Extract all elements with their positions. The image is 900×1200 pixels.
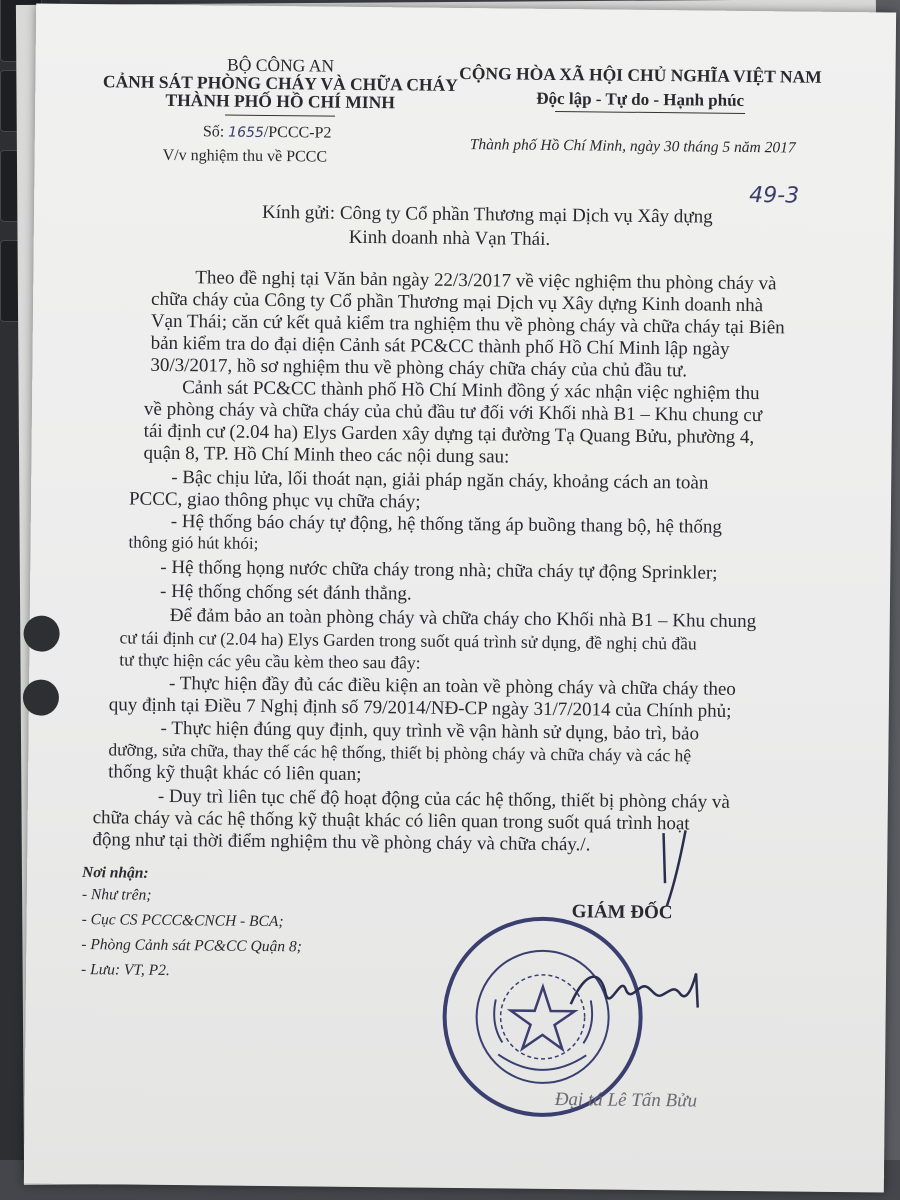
body-line: - Hệ thống chống sét đánh thẳng. [159, 580, 412, 605]
body-line: chữa cháy của Công ty Cổ phần Thương mại Dịch vụ Xây dựng Kinh doanh nhà [151, 288, 764, 317]
body-line: - Hệ thống báo cháy tự động, hệ thống tăng áp buồng thang bộ, hệ thống [170, 510, 723, 538]
punch-hole [23, 615, 59, 651]
signatory-name: Đại tá Lê Tấn Bửu [554, 1089, 698, 1112]
body-line: thông gió hút khói; [128, 532, 259, 553]
body-line: - Hệ thống họng nước chữa cháy trong nhà; chữa cháy tự động Sprinkler; [160, 556, 718, 584]
handwritten-signature [566, 964, 737, 1016]
handwritten-number: 1655 [228, 124, 264, 141]
document-number [203, 123, 332, 142]
body-line: 30/3/2017, hồ sơ nghiệm thu về phòng cháy chữa cháy của chủ đầu tư. [150, 354, 688, 382]
recipients-title: Nơi nhận: [82, 864, 149, 882]
recipient-item: - Phòng Cảnh sát PC&CC Quận 8; [81, 936, 302, 956]
subject-line: V/v nghiệm thu về PCCC [162, 146, 328, 166]
recipients-block [81, 862, 303, 983]
body-line: quận 8, TP. Hồ Chí Minh theo các nội dung sau: [143, 442, 510, 468]
body-line: động như tại thời điểm nghiệm thu về phòng cháy và chữa cháy./. [92, 829, 591, 856]
recipient-line1: Kính gửi: Công ty Cổ phần Thương mại Dịch vụ Xây dựng [261, 201, 713, 228]
handwritten-note: 49-3 [749, 183, 800, 209]
body-line: Cảnh sát PC&CC thành phố Hồ Chí Minh đồng ý xác nhận việc nghiệm thu [182, 377, 760, 405]
body-line: Theo đề nghị tại Văn bản ngày 22/3/2017 về việc nghiệm thu phòng cháy và [195, 267, 777, 295]
agency-name-line2: THÀNH PHỐ HỒ CHÍ MINH [165, 89, 396, 113]
body-line: về phòng cháy và chữa cháy của chủ đầu tư đối với Khối nhà B1 – Khu chung cư [143, 398, 763, 427]
punch-hole [23, 679, 59, 715]
ministry-name: BỘ CÔNG AN [226, 54, 335, 76]
body-line: chữa cháy và các hệ thống kỹ thuật khác có liên quan trong suốt quá trình hoạt [92, 807, 690, 835]
number-suffix: /PCCC-P2 [263, 123, 332, 142]
date-line: Thành phố Hồ Chí Minh, ngày 30 tháng 5 năm 2017 [469, 136, 796, 157]
body-line: tư thực hiện các yêu cầu kèm theo sau đây: [119, 649, 421, 673]
recipient-item: - Cục CS PCCC&CNCH - BCA; [81, 911, 284, 931]
header-underline-right [555, 111, 745, 114]
body-line: quy định tại Điều 7 Nghị định số 79/2014/NĐ-CP ngày 31/7/2014 của Chính phủ; [108, 694, 732, 722]
body-line: cư tái định cư (2.04 ha) Elys Garden trong suốt quá trình sử dụng, đề nghị chủ đầu [119, 627, 697, 654]
body-line: Vạn Thái; căn cứ kết quả kiểm tra nghiệm thu về phòng cháy và chữa cháy tại Biên [150, 310, 785, 339]
recipient-line2: Kinh doanh nhà Vạn Thái. [348, 226, 551, 250]
country-name: CỘNG HÒA XÃ HỘI CHỦ NGHĨA VIỆT NAM [459, 62, 822, 87]
handwritten-initial-mark [655, 828, 696, 908]
signature-title: GIÁM ĐỐC [571, 901, 673, 924]
body-line: - Duy trì liên tục chế độ hoạt động của các hệ thống, thiết bị phòng cháy và [157, 785, 730, 813]
body-line: bản kiểm tra do đại diện Cảnh sát PC&CC thành phố Hồ Chí Minh lập ngày [150, 332, 730, 360]
body-line: tái định cư (2.04 ha) Elys Garden xây dựng tại đường Tạ Quang Bửu, phường 4, [143, 420, 755, 449]
body-line: thống kỹ thuật khác có liên quan; [108, 761, 362, 785]
body-line: - Bậc chịu lửa, lối thoát nạn, giải pháp ngăn cháy, khoảng cách an toàn [171, 466, 709, 494]
document-page [24, 4, 896, 1193]
body-line: Để đảm bảo an toàn phòng cháy và chữa cháy cho Khối nhà B1 – Khu chung [169, 604, 757, 633]
body-line: PCCC, giao thông phục vụ chữa cháy; [128, 488, 421, 513]
body-line: - Thực hiện đầy đủ các điều kiện an toàn về phòng cháy và chữa cháy theo [168, 672, 736, 700]
recipient-item: - Như trên; [81, 886, 152, 904]
number-prefix: Số: [202, 123, 225, 141]
body-line: dưỡng, sửa chữa, thay thế các hệ thống, thiết bị phòng cháy và chữa cháy và các hệ [108, 739, 692, 766]
recipient-item: - Lưu: VT, P2. [80, 961, 170, 979]
header-underline-left [225, 115, 335, 117]
national-motto: Độc lập - Tự do - Hạnh phúc [536, 88, 745, 110]
body-line: - Thực hiện đúng quy định, quy trình về vận hành sử dụng, bảo trì, bảo [160, 717, 700, 745]
agency-name-line1: CẢNH SÁT PHÒNG CHÁY VÀ CHỮA CHÁY [102, 71, 458, 95]
